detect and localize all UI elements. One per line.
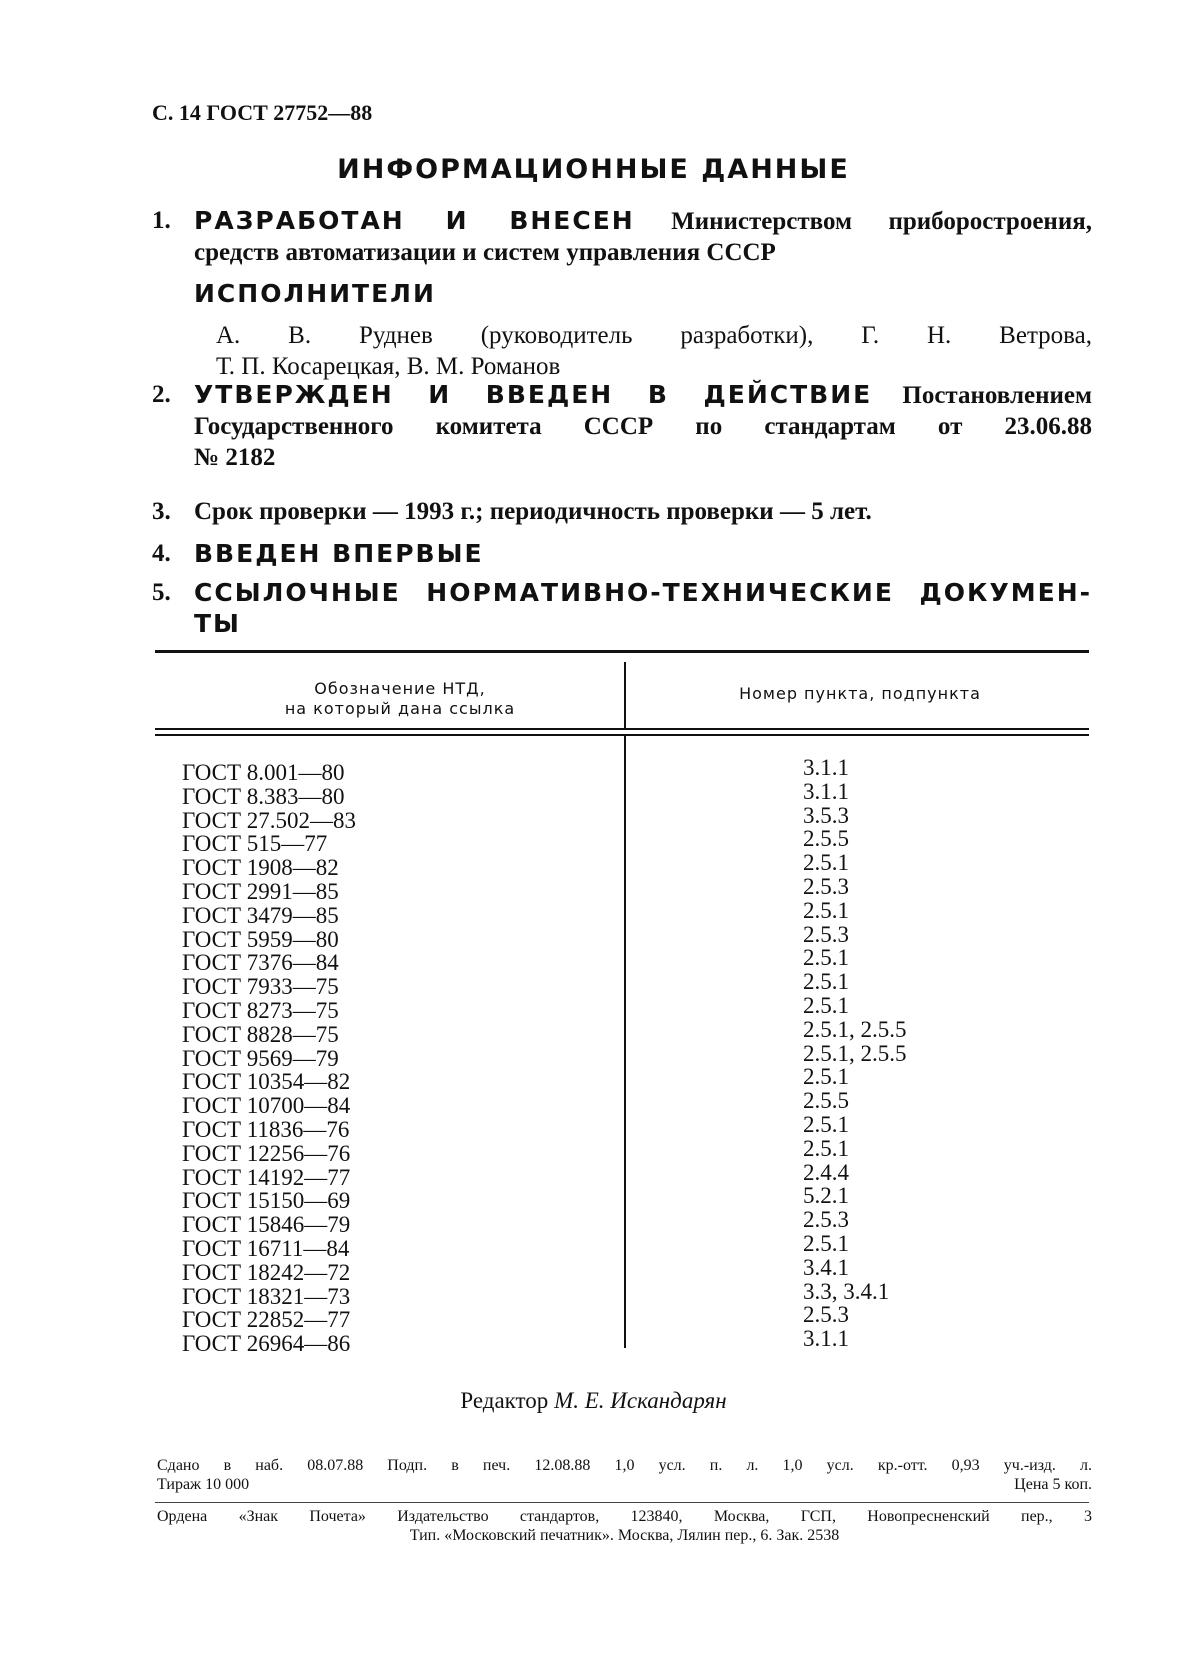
imprint-line-2 (157, 1475, 1092, 1494)
table-row-ref: ГОСТ 26964—86 (182, 1331, 351, 1357)
item-text: Постановлением (902, 382, 1093, 409)
info-item-5 (152, 577, 1092, 641)
table-row-ref: ГОСТ 8.001—80 (182, 760, 345, 785)
imprint-line-1: Сдано в наб. 08.07.88 Подп. в печ. 12.08.88 1,0 усл. п. л. 1,0 усл. кр.-отт. 0,93 уч.-изд. л. (157, 1457, 1092, 1474)
table-row-ref: ГОСТ 14192—77 (182, 1164, 351, 1190)
table-row-point: 2.5.3 (803, 1207, 849, 1233)
column-header-line: на который дана ссылка (284, 699, 516, 718)
table-row-ref: ГОСТ 5959—80 (182, 926, 339, 952)
table-row-ref: ГОСТ 12256—76 (182, 1140, 351, 1166)
table-row-ref: ГОСТ 7933—75 (182, 974, 339, 1000)
table-row-point: 2.5.1 (803, 1064, 849, 1090)
table-row-point: 5.2.1 (803, 1183, 849, 1209)
table-row-point: 3.1.1 (803, 778, 849, 804)
item-lead: РАЗРАБОТАН И ВНЕСЕН (194, 206, 635, 235)
item-line: № 2182 (194, 444, 276, 471)
table-refs-column (182, 761, 356, 1356)
table-row-ref: ГОСТ 10700—84 (182, 1093, 351, 1119)
table-row-ref: ГОСТ 8.383—80 (182, 783, 345, 809)
editor-line (0, 1388, 1187, 1414)
editor-label: Редактор (460, 1388, 549, 1413)
table-row-ref: ГОСТ 2991—85 (182, 878, 339, 904)
table-row-ref: ГОСТ 8273—75 (182, 997, 339, 1023)
item-number: 2. (152, 381, 171, 408)
table-row-ref: ГОСТ 7376—84 (182, 950, 339, 976)
table-row-ref: ГОСТ 22852—77 (182, 1307, 351, 1333)
executors-heading: ИСПОЛНИТЕЛИ (194, 279, 436, 308)
table-row-point: 3.5.3 (803, 802, 849, 828)
info-item-4 (152, 538, 1092, 570)
item-number: 1. (152, 207, 171, 234)
imprint-rule (155, 1502, 1089, 1503)
table-row-point: 2.5.3 (803, 873, 849, 899)
table-row-point: 2.5.3 (803, 1302, 849, 1328)
table-row-point: 2.4.4 (803, 1159, 849, 1185)
table-row-point: 3.1.1 (803, 755, 849, 780)
column-header-line: Обозначение НТД, (314, 679, 486, 698)
table-row-ref: ГОСТ 16711—84 (182, 1235, 350, 1261)
table-row-point: 3.3, 3.4.1 (803, 1278, 890, 1304)
executors-line-2: Т. П. Косарецкая, В. М. Романов (216, 353, 561, 380)
table-row-ref: ГОСТ 15150—69 (182, 1188, 351, 1214)
table-header-rule-1 (155, 728, 1089, 730)
table-row-ref: ГОСТ 11836—76 (182, 1116, 350, 1142)
table-row-point: 2.5.3 (803, 921, 849, 947)
table-row-point: 2.5.1 (803, 897, 849, 923)
item-number: 4. (152, 540, 171, 567)
info-item-1 (152, 205, 1092, 269)
price: Цена 5 коп. (1014, 1476, 1092, 1493)
editor-name: М. Е. Искандарян (554, 1388, 727, 1413)
table-header-divider (624, 662, 626, 730)
table-row-point: 2.5.5 (803, 1088, 849, 1114)
table-row-ref: ГОСТ 18321—73 (182, 1283, 351, 1309)
table-row-point: 2.5.1 (803, 1135, 849, 1161)
table-row-point: 2.5.1 (803, 1111, 849, 1137)
table-row-point: 2.5.1 (803, 992, 849, 1018)
item-line: средств автоматизации и систем управления СССР (194, 239, 776, 266)
table-row-point: 2.5.1, 2.5.5 (803, 1040, 907, 1066)
printer-line: Тип. «Московский печатник». Москва, Лялин пер., 6. Зак. 2538 (409, 1527, 840, 1544)
table-row-point: 2.5.5 (803, 826, 849, 852)
table-column-header-point: Номер пункта, подпункта (739, 684, 981, 703)
table-row-ref: ГОСТ 3479—85 (182, 902, 339, 928)
table-points-column (803, 756, 907, 1351)
table-body-divider (624, 736, 626, 1348)
item-line (194, 379, 1092, 411)
info-item-2 (152, 379, 1092, 475)
executors-line-1: А. В. Руднев (руководитель разработки), Г. Н. Ветрова, (216, 322, 1092, 349)
table-row-point: 2.5.1 (803, 945, 849, 971)
item-text: Министерством приборостроения, (671, 208, 1093, 235)
info-item-3 (152, 496, 1092, 528)
item-text: Срок проверки — 1993 г.; периодичность проверки — 5 лет. (194, 498, 872, 525)
publisher-line: Ордена «Знак Почета» Издательство стандартов, 123840, Москва, ГСП, Новопресненский пер., 3 (157, 1508, 1092, 1525)
item-number: 5. (152, 579, 171, 606)
table-row-point: 2.5.1 (803, 850, 849, 876)
item-text: ВВЕДЕН ВПЕРВЫЕ (194, 539, 484, 568)
table-top-rule (155, 650, 1089, 653)
item-line: ССЫЛОЧНЫЕ НОРМАТИВНО-ТЕХНИЧЕСКИЕ ДОКУМЕН- (194, 578, 1092, 607)
table-row-ref: ГОСТ 515—77 (182, 831, 328, 857)
table-column-header-ntd (200, 679, 600, 719)
item-line: ТЫ (194, 609, 241, 638)
table-row-ref: ГОСТ 10354—82 (182, 1069, 351, 1095)
item-lead: УТВЕРЖДЕН И ВВЕДЕН В ДЕЙСТВИЕ (194, 380, 873, 409)
table-row-ref: ГОСТ 18242—72 (182, 1259, 351, 1285)
item-line (194, 205, 1092, 237)
item-number: 3. (152, 498, 171, 525)
publisher-block (157, 1507, 1092, 1545)
table-row-point: 3.4.1 (803, 1254, 849, 1280)
table-row-point: 3.1.1 (803, 1326, 849, 1352)
table-row-point: 2.5.1 (803, 969, 849, 995)
imprint-block (157, 1456, 1092, 1494)
item-line: Государственного комитета СССР по стандартам от 23.06.88 (194, 413, 1092, 440)
print-run: Тираж 10 000 (157, 1476, 250, 1493)
table-row-ref: ГОСТ 27.502—83 (182, 807, 357, 833)
table-header-rule-2 (155, 734, 1089, 736)
page-header: С. 14 ГОСТ 27752—88 (152, 100, 373, 125)
table-row-point: 2.5.1, 2.5.5 (803, 1016, 907, 1042)
table-row-ref: ГОСТ 9569—79 (182, 1045, 339, 1071)
document-title: ИНФОРМАЦИОННЫЕ ДАННЫЕ (337, 154, 850, 185)
executors-list (216, 320, 1092, 382)
table-row-point: 2.5.1 (803, 1230, 849, 1256)
table-row-ref: ГОСТ 15846—79 (182, 1212, 351, 1238)
table-row-ref: ГОСТ 1908—82 (182, 855, 339, 881)
table-row-ref: ГОСТ 8828—75 (182, 1021, 339, 1047)
